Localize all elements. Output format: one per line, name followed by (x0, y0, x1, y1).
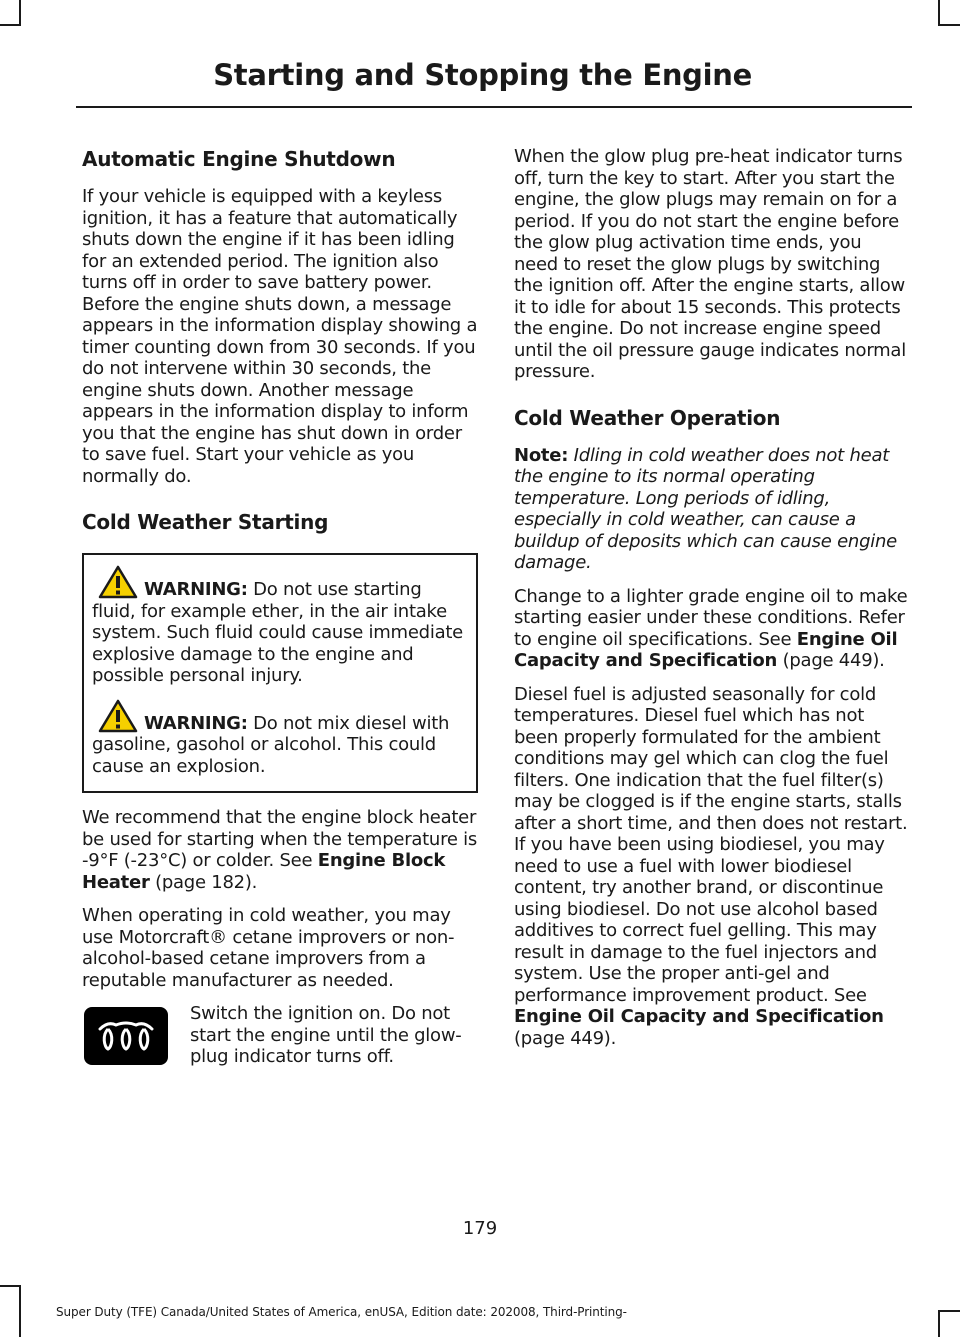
page-title: Starting and Stopping the Engine (213, 58, 752, 92)
warning-triangle-icon (98, 565, 138, 599)
paragraph (514, 684, 910, 1050)
page-number: 179 (462, 1218, 498, 1239)
right-column (514, 146, 910, 1061)
warning-triangle-icon (98, 699, 138, 733)
section-heading-automatic-shutdown: Automatic Engine Shutdown (82, 147, 396, 171)
warning-text: Do not mix diesel with gasoline, gasohol or alcohol. This could cause an explosion. (92, 712, 450, 777)
crop-mark (938, 0, 940, 26)
note-text: Idling in cold weather does not heat the engine to its normal operating temperature. Long periods of idling, especially in cold weather, can cause a buildup of deposits which can cause engine damage. (514, 444, 897, 573)
note (514, 445, 910, 574)
warning-box (82, 553, 478, 793)
paragraph: If your vehicle is equipped with a keyless ignition, it has a feature that automatically shuts down the engine if it has been idling for an extended period. The ignition also turns off in order to save battery power. Before the engine shuts down, a message appears in the information display showing a timer counting down from 30 seconds. If you do not intervene within 30 seconds, the engine shuts down. Another message appears in the information display to inform you that the engine has shut down in order to save fuel. Start your vehicle as you normally do. (82, 186, 478, 487)
footer-edition-info: Super Duty (TFE) Canada/United States of America, enUSA, Edition date: 202008, Third-Printing- (56, 1305, 627, 1319)
warning-item (92, 565, 466, 687)
crop-mark (19, 0, 21, 26)
paragraph: When operating in cold weather, you may use Motorcraft® cetane improvers or non-alcohol-based cetane improvers from a reputable manufacturer as needed. (82, 905, 455, 991)
glow-plug-instruction: Switch the ignition on. Do not start the engine until the glow-plug indicator turns off. (190, 1003, 462, 1067)
cross-reference-link[interactable]: Engine Block Heater (82, 850, 446, 893)
warning-text: Do not use starting fluid, for example ether, in the air intake system. Such fluid could cause immediate explosive damage to the engine and possible personal injury. (92, 579, 463, 686)
header-divider (76, 106, 912, 108)
page-reference: (page 182). (149, 871, 258, 893)
glow-plug-indicator-row (82, 1003, 478, 1068)
paragraph-text: We recommend that the engine block heater be used for starting when the temperature is -9°F (-23°C) or colder. See (82, 807, 478, 871)
page-reference: (page 449). (514, 1027, 617, 1049)
crop-mark (938, 1310, 960, 1312)
warning-label: WARNING: (144, 712, 248, 734)
paragraph (82, 807, 478, 893)
page-reference: (page 449). (777, 650, 885, 671)
crop-mark (0, 1285, 21, 1287)
warning-item (92, 699, 466, 778)
crop-mark (938, 24, 960, 26)
crop-mark (0, 24, 21, 26)
cross-reference-link[interactable]: Engine Oil Capacity and Specification (514, 1006, 884, 1027)
crop-mark (19, 1285, 21, 1337)
glow-plug-icon (84, 1007, 168, 1065)
section-heading-cold-weather-operation: Cold Weather Operation (514, 405, 781, 430)
warning-label: WARNING: (144, 579, 248, 600)
note-label: Note: (514, 444, 569, 466)
paragraph (514, 586, 910, 672)
crop-mark (938, 1310, 940, 1337)
paragraph-text: Change to a lighter grade engine oil to make starting easier under these conditions. Refer to engine oil specifications. See (514, 585, 908, 650)
paragraph-text: Diesel fuel is adjusted seasonally for cold temperatures. Diesel fuel which has not been properly formulated for the ambient conditions may gel which can clog the fuel filters. One indication that the fuel filter(s) may be clogged is if the engine starts, stalls after a short time, and then does not restart. If you have been using biodiesel, you may need to use a fuel with lower biodiesel content, try another brand, or discontinue using biodiesel. Do not use alcohol based additives to correct fuel gelling. This may result in damage to the fuel injectors and system. Use the proper anti-gel and performance improvement product. See (514, 683, 908, 1006)
cross-reference-link[interactable]: Engine Oil Capacity and Specification (514, 628, 898, 671)
section-heading-cold-weather-starting: Cold Weather Starting (82, 510, 329, 534)
paragraph: When the glow plug pre-heat indicator turns off, turn the key to start. After you start the engine, the glow plugs may remain on for a period. If you do not start the engine before the glow plug activation time ends, you need to reset the glow plugs by switching the ignition off. After the engine starts, allow it to idle for about 15 seconds. This protects the engine. Do not increase engine speed until the oil pressure gauge indicates normal pressure. (514, 146, 906, 382)
left-column (82, 146, 478, 1068)
